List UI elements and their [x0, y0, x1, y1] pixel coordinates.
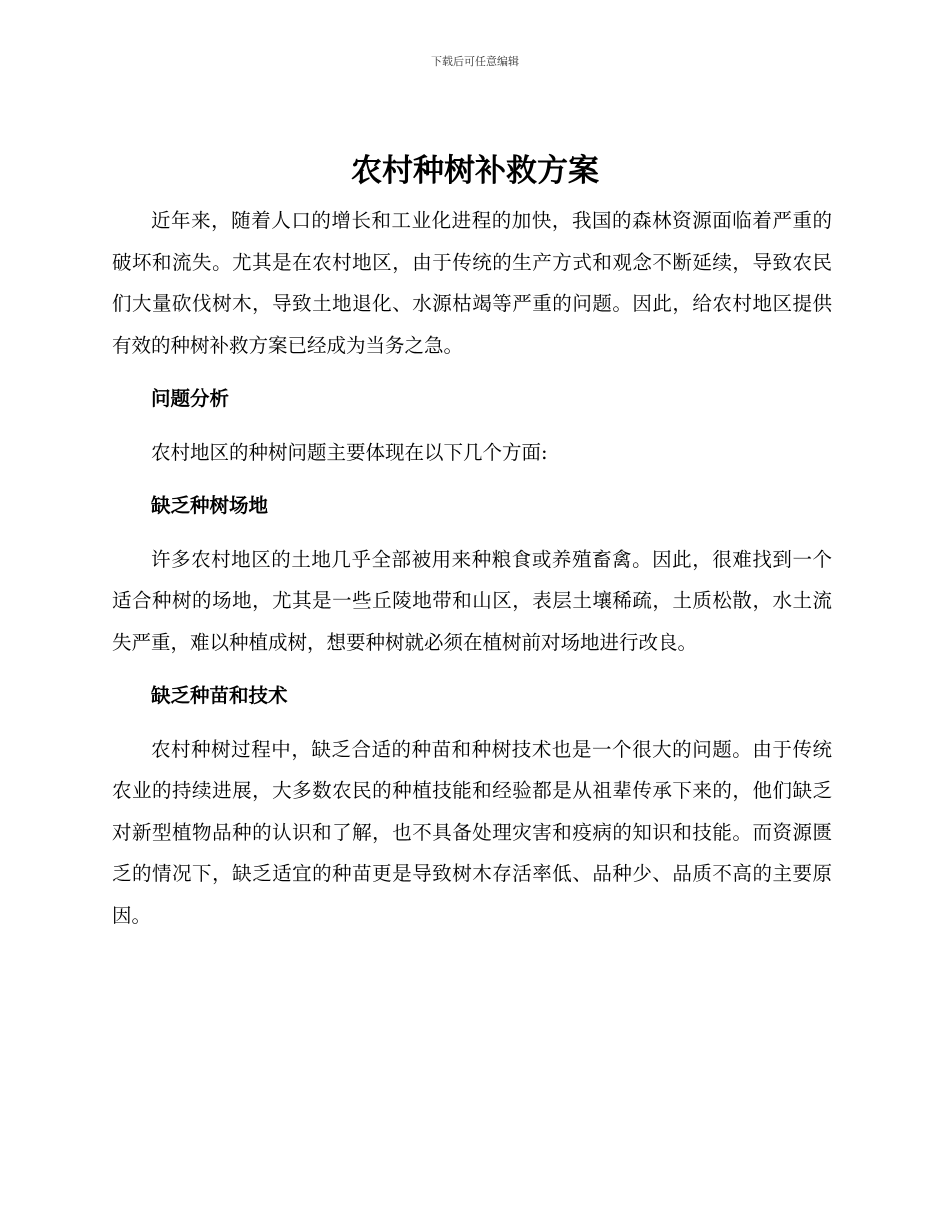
land-paragraph: 许多农村地区的土地几乎全部被用来种粮食或养殖畜禽。因此，很难找到一个适合种树的场地，尤其是一些丘陵地带和山区，表层土壤稀疏，土质松散，水土流失严重，难以种植成树，想要种树就必须在植树前对场地进行改良。 [112, 547, 832, 654]
seedling-paragraph: 农村种树过程中，缺乏合适的种苗和种树技术也是一个很大的问题。由于传统农业的持续进展，大多数农民的种植技能和经验都是从祖辈传承下来的，他们缺乏对新型植物品种的认识和了解，也不具备处理灾害和疫病的知识和技能。而资源匮乏的情况下，缺乏适宜的种苗更是导致树木存活率低、品种少、品质不高的主要原因。 [112, 737, 832, 927]
intro-paragraph: 近年来，随着人口的增长和工业化进程的加快，我国的森林资源面临着严重的破坏和流失。尤其是在农村地区，由于传统的生产方式和观念不断延续，导致农民们大量砍伐树木，导致土地退化、水源枯竭等严重的问题。因此，给农村地区提供有效的种树补救方案已经成为当务之急。 [112, 209, 832, 357]
section-heading-seedling: 缺乏种苗和技术 [151, 684, 288, 707]
document-title: 农村种树补救方案 [351, 153, 599, 189]
section-heading-problem: 问题分析 [151, 387, 230, 410]
problem-intro-paragraph: 农村地区的种树问题主要体现在以下几个方面: [151, 440, 548, 464]
header-note: 下载后可任意编辑 [431, 55, 519, 68]
document-body [112, 200, 832, 948]
section-heading-land: 缺乏种树场地 [151, 494, 269, 517]
